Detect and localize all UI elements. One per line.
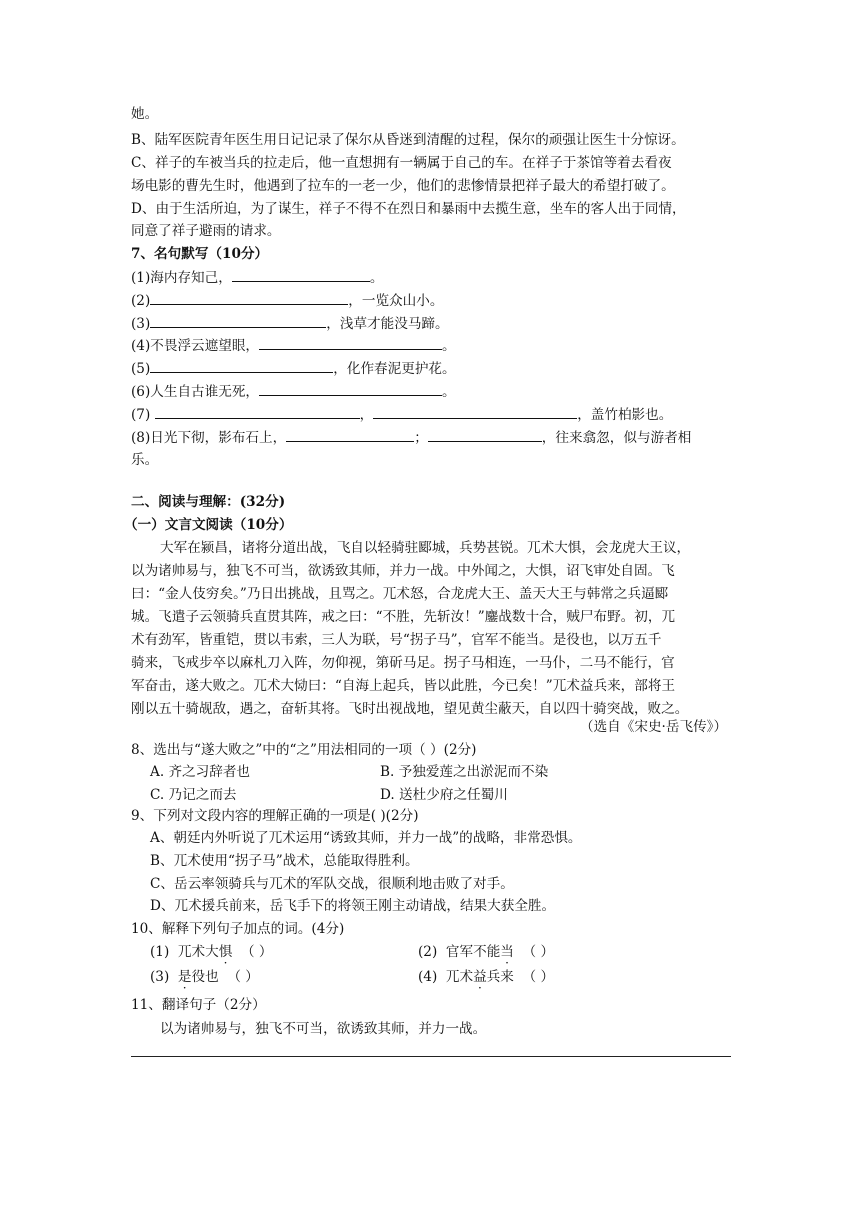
answer-paren[interactable]: （ ） (227, 969, 259, 985)
q7-item-6-text: (6)人生自古谁无死， (131, 384, 260, 400)
dotted-word: 是 (177, 969, 192, 985)
passage-line: 术有劲军，皆重铠，贯以韦索，三人为联，号“拐子马”，官军不能当。是役也，以万五千 (131, 632, 662, 648)
q11-stem: 11、翻译句子（2分） (131, 997, 266, 1013)
dotted-word: 当 (500, 944, 514, 960)
q10-item-4-num: (4) (418, 969, 438, 985)
q7-item-7 (131, 404, 672, 425)
answer-blank[interactable] (373, 404, 577, 419)
q7-item-7-text: ，盖竹柏影也。 (577, 407, 673, 423)
passage-line: 以为诸帅易与，独飞不可当，欲诱致其师，并力一战。中外闻之，大惧，诏飞审处自固。飞 (131, 563, 675, 579)
answer-blank[interactable] (259, 381, 442, 396)
answer-blank[interactable] (232, 267, 370, 282)
section-2-subtitle: （一）文言文阅读（10分） (124, 517, 293, 533)
q8-option-c[interactable]: C. 乃记之而去 (150, 787, 237, 803)
q10-item-2 (418, 942, 554, 962)
q8-option-d[interactable]: D. 送杜少府之任蜀川 (380, 787, 508, 803)
q7-item-3 (131, 313, 449, 334)
prev-option-c-line2: 场电影的曹先生时，他遇到了拉车的一老一少，他们的悲惨情景把祥子最大的希望打破了。 (131, 178, 675, 194)
q7-item-1 (131, 267, 383, 288)
q7-item-3-num: (3) (131, 316, 151, 332)
answer-blank[interactable] (150, 313, 326, 328)
answer-blank[interactable] (150, 358, 333, 373)
q7-title: 7、名句默写（10分） (131, 246, 269, 262)
dotted-word: 惧 (218, 944, 233, 960)
q10-item-4-sentence-end: 兵来 (486, 969, 514, 985)
prev-option-c-line1: C、祥子的车被当兵的拉走后，他一直想拥有一辆属于自己的车。在祥子于茶馆等着去看夜 (131, 155, 672, 171)
q7-item-7-comma: ， (359, 407, 374, 423)
section-2-title: 二、阅读与理解：(32分) (131, 494, 286, 510)
answer-blank[interactable] (286, 427, 414, 442)
passage-line: 大军在颍昌，诸将分道出战，飞自以轻骑驻郾城，兵势甚锐。兀术大惧，会龙虎大王议， (160, 540, 691, 556)
q7-item-8-semicolon: ； (414, 430, 428, 446)
q7-item-3-text: ，浅草才能没马蹄。 (326, 316, 449, 332)
q7-item-1-end: 。 (369, 270, 384, 286)
passage-source: （选自《宋史·岳飞传》） (580, 719, 728, 735)
q8-option-a[interactable]: A. 齐之习辞者也 (150, 764, 251, 780)
q10-item-3-sentence: 役也 (191, 969, 219, 985)
q7-item-1-text: (1)海内存知己， (131, 270, 232, 286)
dotted-word: 益 (473, 969, 487, 985)
q9-option-a[interactable]: A、朝廷内外听说了兀术运用“诱致其师，并力一战”的战略，非常恐惧。 (150, 830, 582, 846)
passage-line: 军奋击，遂大败之。兀术大恸曰：“自海上起兵，皆以此胜，今已矣！”兀术益兵来，部将王 (131, 678, 676, 694)
prev-option-b: B、陆军医院青年医生用日记记录了保尔从昏迷到清醒的过程，保尔的顽强让医生十分惊讶。 (131, 132, 685, 148)
q7-item-7-num: (7) (131, 407, 151, 423)
passage-line: 曰：“金人伎穷矣。”乃日出挑战，且骂之。兀术怒，合龙虎大王、盖天大王与韩常之兵逼郾 (131, 586, 669, 602)
q10-item-1-num: (1) (150, 944, 170, 960)
q8-stem: 8、选出与“遂大败之”中的“之”用法相同的一项（ ）(2分) (131, 742, 477, 758)
q7-item-2-num: (2) (131, 293, 151, 309)
q10-item-3-num: (3) (150, 969, 170, 985)
answer-paren[interactable]: （ ） (240, 944, 273, 960)
answer-blank[interactable] (259, 335, 442, 350)
q7-item-5-num: (5) (131, 361, 151, 377)
q7-item-4-text: (4)不畏浮云遮望眼， (131, 338, 260, 354)
q9-option-b[interactable]: B、兀术使用“拐子马”战术，总能取得胜利。 (150, 853, 419, 869)
q7-item-8-wrap: 乐。 (131, 452, 159, 468)
answer-blank[interactable] (150, 290, 348, 305)
q7-item-6-end: 。 (442, 384, 456, 400)
q7-item-8-tail: ，往来翕忽，似与游者相 (541, 430, 692, 446)
q7-item-5 (131, 358, 456, 379)
q7-item-4 (131, 335, 456, 356)
q10-item-2-num: (2) (418, 944, 438, 960)
q7-item-8 (131, 427, 691, 448)
q7-item-2 (131, 290, 443, 311)
q7-item-2-text: ，一览众山小。 (348, 293, 444, 309)
q10-item-3 (150, 967, 259, 987)
prev-option-d-line2: 同意了祥子避雨的请求。 (131, 223, 281, 239)
q10-item-4 (418, 967, 554, 987)
q9-option-c[interactable]: C、岳云率领骑兵与兀术的军队交战，很顺利地击败了对手。 (150, 876, 514, 892)
q10-item-4-sentence: 兀术 (445, 969, 474, 985)
answer-paren[interactable]: （ ） (522, 944, 555, 960)
answer-line[interactable] (131, 1056, 731, 1057)
q7-item-6 (131, 381, 456, 402)
passage-line: 骑来，飞戒步卒以麻札刀入阵，勿仰视，第斫马足。拐子马相连，一马仆，二马不能行，官 (131, 655, 675, 671)
q7-item-4-end: 。 (442, 338, 456, 354)
q10-stem: 10、解释下列句子加点的词。(4分) (131, 921, 345, 937)
q9-stem: 9、下列对文段内容的理解正确的一项是( )(2分) (131, 808, 419, 824)
passage-line: 城。飞遣子云领骑兵直贯其阵，戒之曰：“不胜，先斩汝！”鏖战数十合，贼尸布野。初，兀 (131, 609, 676, 625)
q9-option-d[interactable]: D、兀术援兵前来，岳飞手下的将领王刚主动请战，结果大获全胜。 (150, 898, 556, 914)
q11-sentence: 以为诸帅易与，独飞不可当，欲诱致其师，并力一战。 (160, 1021, 487, 1037)
answer-blank[interactable] (155, 404, 360, 419)
q10-item-1-sentence: 兀术大 (177, 944, 219, 960)
q10-item-1 (150, 942, 272, 962)
q8-option-b[interactable]: B. 予独爱莲之出淤泥而不染 (380, 764, 549, 780)
q7-item-8-text: (8)日光下彻，影布石上， (131, 430, 287, 446)
prev-option-tail: 她。 (131, 106, 159, 122)
passage-line: 刚以五十骑觇敌，遇之，奋斩其将。飞时出视战地，望见黄尘蔽天，自以四十骑突战，败之。 (131, 701, 689, 717)
q10-item-2-sentence: 官军不能 (445, 944, 501, 960)
q7-item-5-text: ，化作春泥更护花。 (333, 361, 456, 377)
answer-paren[interactable]: （ ） (522, 969, 555, 985)
prev-option-d-line1: D、由于生活所迫，为了谋生，祥子不得不在烈日和暴雨中去揽生意，坐车的客人出于同情， (131, 201, 686, 217)
answer-blank[interactable] (428, 427, 542, 442)
